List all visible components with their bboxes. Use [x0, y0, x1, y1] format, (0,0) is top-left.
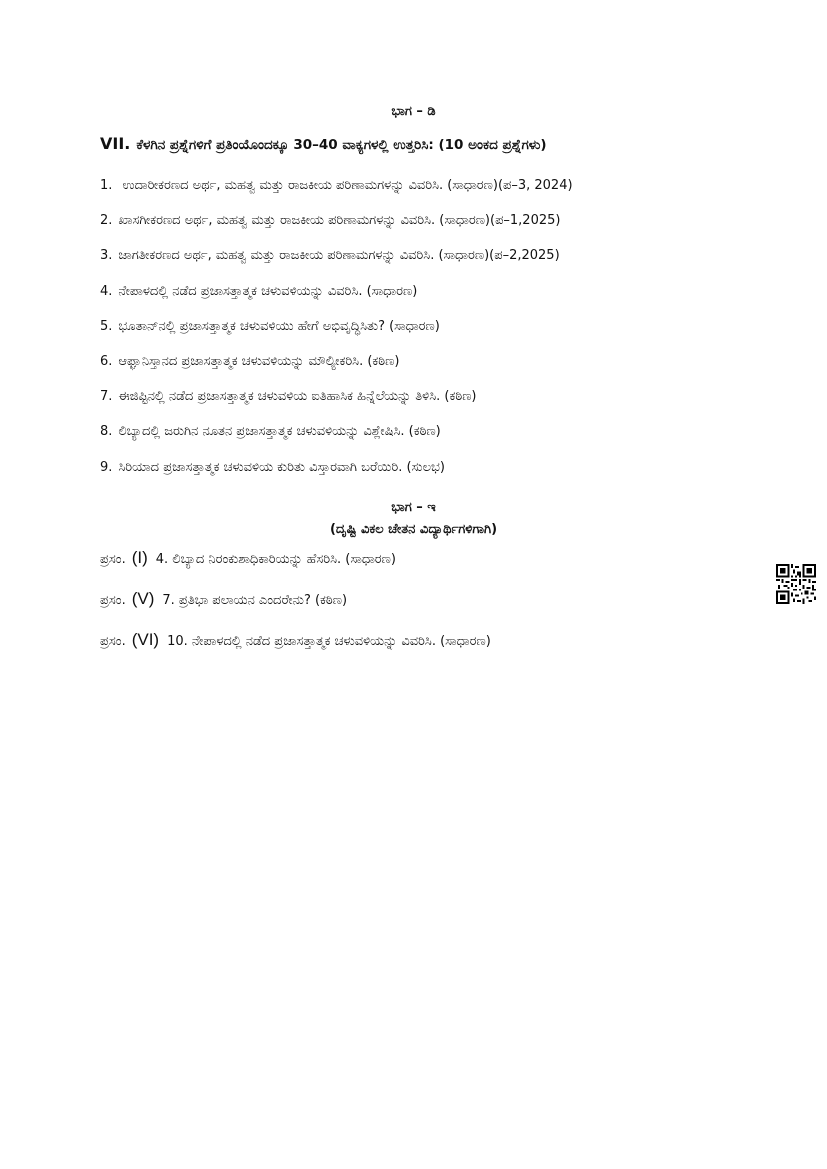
list-item — [100, 246, 573, 281]
question-number: 3. — [100, 248, 113, 264]
part-e-title: ಭಾಗ – ಇ — [391, 500, 436, 515]
list-item — [100, 352, 573, 387]
list-item — [100, 628, 491, 669]
instruction-text: ಕೆಳಗಿನ ಪ್ರಶ್ನೆಗಳಿಗೆ ಪ್ರತಿಂಯೊಂದಕ್ಕೂ 30–40 ವಾಕ್ಯಗಳಲ್ಲಿ ಉತ್ತರಿಸಿ: (10 ಅಂಕದ ಪ್ರಶ್ನೆಗಳು) — [136, 137, 547, 153]
question-number: 7. — [100, 389, 113, 405]
question-number: 8. — [100, 424, 113, 440]
list-item — [100, 587, 491, 628]
question-number: 1. — [100, 178, 113, 193]
question-text: ಭೂತಾನ್‌ನಲ್ಲಿ ಪ್ರಜಾಸತ್ತಾತ್ಮಕ ಚಳುವಳಿಯು ಹೇಗೆ ಅಭಿವೃದ್ಧಿಸಿತು? (ಸಾಧಾರಣ) — [118, 318, 440, 334]
question-text: 4. ಲಿಬ್ಯಾದ ನಿರಂಕುಶಾಧಿಕಾರಿಯನ್ನು ಹೆಸರಿಸಿ. (ಸಾಧಾರಣ) — [155, 552, 396, 567]
list-item — [100, 176, 573, 211]
question-text: ಉದಾರೀಕರಣದ ಅರ್ಥ, ಮಹತ್ವ ಮತ್ತು ರಾಜಕೀಯ ಪರಿಣಾಮಗಳನ್ನು ವಿವರಿಸಿ. (ಸಾಧಾರಣ)(ಪ–3, 2024) — [118, 178, 573, 193]
question-number: 6. — [100, 353, 113, 369]
part-d-question-list — [100, 176, 573, 493]
list-item — [100, 546, 491, 587]
question-text: ಈಜಿಪ್ಟಿನಲ್ಲಿ ನಡೆದ ಪ್ರಜಾಸತ್ತಾತ್ಮಕ ಚಳುವಳಿಯ ಐತಿಹಾಸಿಕ ಹಿನ್ನೆಲೆಯನ್ನು ತಿಳಿಸಿ. (ಕಠಿಣ) — [118, 389, 477, 405]
question-text: ನೇಪಾಳದಲ್ಲಿ ನಡೆದ ಪ್ರಜಾಸತ್ತಾತ್ಮಕ ಚಳುವಳಿಯನ್ನು ವಿವರಿಸಿ. (ಸಾಧಾರಣ) — [118, 283, 418, 299]
list-item — [100, 317, 573, 352]
question-number: 5. — [100, 318, 113, 334]
question-text: ಆಫ್ಘಾನಿಸ್ತಾನದ ಪ್ರಜಾಸತ್ತಾತ್ಮಕ ಚಳುವಳಿಯನ್ನು ಮೌಲ್ಯೀಕರಿಸಿ. (ಕಠಿಣ) — [118, 353, 400, 369]
question-text: ಜಾಗತೀಕರಣದ ಅರ್ಥ, ಮಹತ್ವ ಮತ್ತು ರಾಜಕೀಯ ಪರಿಣಾಮಗಳನ್ನು ವಿವರಿಸಿ. (ಸಾಧಾರಣ)(ಪ–2,2025) — [118, 248, 560, 264]
part-e-subtitle: (ದೃಷ್ಟಿ ವಿಕಲ ಚೇತನ ವಿದ್ಯಾರ್ಥಿಗಳಿಗಾಗಿ) — [329, 522, 498, 537]
question-roman-tag: (VI) — [131, 630, 160, 649]
list-item — [100, 211, 573, 246]
list-item — [100, 282, 573, 317]
list-item — [100, 387, 573, 422]
question-text: ಲಿಬ್ಯಾದಲ್ಲಿ ಜರುಗಿನ ನೂತನ ಪ್ರಜಾಸತ್ತಾತ್ಮಕ ಚಳುವಳಿಯನ್ನು ವಿಶ್ಲೇಷಿಸಿ. (ಕಠಿಣ) — [118, 424, 441, 440]
question-text: ಖಾಸಗೀಕರಣದ ಅರ್ಥ, ಮಹತ್ವ ಮತ್ತು ರಾಜಕೀಯ ಪರಿಣಾಮಗಳನ್ನು ವಿವರಿಸಿ. (ಸಾಧಾರಣ)(ಪ–1,2025) — [118, 213, 561, 229]
part-e-question-list — [100, 546, 491, 669]
part-d-instruction — [100, 134, 547, 153]
instruction-roman-numeral: VII. — [100, 134, 131, 153]
question-number: 9. — [100, 459, 113, 475]
question-number: 4. — [100, 283, 113, 299]
question-prefix: ಪ್ರಸಂ. — [100, 593, 126, 608]
list-item — [100, 458, 573, 493]
question-text: 7. ಪ್ರತಿಭಾ ಪಲಾಯನ ಎಂದರೇನು? (ಕಠಿಣ) — [162, 593, 348, 608]
question-roman-tag: (V) — [131, 589, 155, 608]
question-roman-tag: (I) — [131, 548, 148, 567]
list-item — [100, 422, 573, 457]
part-d-title: ಭಾಗ – ಡಿ — [391, 104, 436, 119]
question-text: ಸಿರಿಯಾದ ಪ್ರಜಾಸತ್ತಾತ್ಮಕ ಚಳುವಳಿಯ ಕುರಿತು ವಿಸ್ತಾರವಾಗಿ ಬರೆಯಿರಿ. (ಸುಲಭ) — [118, 459, 445, 475]
question-number: 2. — [100, 213, 113, 229]
question-prefix: ಪ್ರಸಂ. — [100, 552, 126, 567]
question-text: 10. ನೇಪಾಳದಲ್ಲಿ ನಡೆದ ಪ್ರಜಾಸತ್ತಾತ್ಮಕ ಚಳುವಳಿಯನ್ನು ವಿವರಿಸಿ. (ಸಾಧಾರಣ) — [167, 634, 491, 649]
qr-code-icon — [776, 564, 816, 604]
question-prefix: ಪ್ರಸಂ. — [100, 634, 126, 649]
